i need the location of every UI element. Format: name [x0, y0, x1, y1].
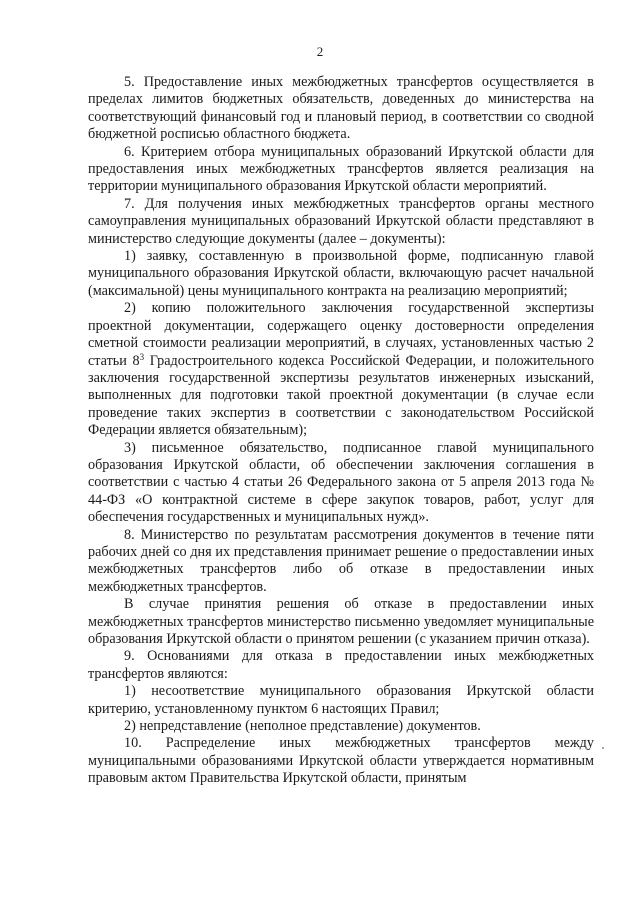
subitem-1-application: 1) заявку, составленную в произвольной форме, подписанную главой муниципального образования Иркутской области, включающую расчет начальной (максимальной) цены муниципального контракта на реализацию мероприятий;	[88, 248, 594, 299]
paragraph-item-7: 7. Для получения иных межбюджетных трансфертов органы местного самоуправления муниципальных образований Иркутской области представляют в министерство следующие документы (далее – документы):	[88, 195, 594, 247]
paragraph-refusal-notice: В случае принятия решения об отказе в предоставлении иных межбюджетных трансфертов министерство письменно уведомляет муниципальные образования Иркутской области о принятом решении (с указанием причин отказа).	[88, 596, 594, 647]
paragraph-item-10: 10. Распределение иных межбюджетных трансфертов между муниципальными образованиями Иркутской области утверждается нормативным правовым актом Правительства Иркутской области, принятым	[88, 735, 594, 787]
subitem-2-text-before: 2) копию положительного заключения государственной экспертизы проектной документации, содержащего оценку достоверности определения сметной стоимости реализации мероприятий, в случаях, установленных частью 2 статьи 8	[88, 300, 594, 369]
article-superscript: 3	[139, 351, 145, 362]
scan-speck	[602, 747, 604, 749]
page-number: 2	[316, 44, 324, 59]
subitem-2-expert-conclusion	[88, 300, 594, 439]
document-body	[88, 74, 594, 788]
subitem-9-1: 1) несоответствие муниципального образования Иркутской области критерию, установленному пунктом 6 настоящих Правил;	[88, 683, 594, 717]
subitem-9-2: 2) непредставление (неполное представление) документов.	[124, 718, 481, 735]
subitem-3-obligation: 3) письменное обязательство, подписанное главой муниципального образования Иркутской области, об обеспечении заключения соглашения в соответствии с частью 4 статьи 26 Федерального закона от 5 апреля 2013 года № 44-ФЗ «О контрактной системе в сфере закупок товаров, работ, услуг для обеспечения государственных и муниципальных нужд».	[88, 439, 594, 526]
paragraph-item-5: 5. Предоставление иных межбюджетных трансфертов осуществляется в пределах лимитов бюджетных обязательств, доведенных до министерства на соответствующий финансовый год и плановый период, в соответствии со сводной бюджетной росписью областного бюджета.	[88, 74, 594, 143]
paragraph-item-9: 9. Основаниями для отказа в предоставлении иных межбюджетных трансфертов являются:	[88, 648, 594, 682]
paragraph-item-8: 8. Министерство по результатам рассмотрения документов в течение пяти рабочих дней со дня их представления принимает решение о предоставлении иных межбюджетных трансфертов либо об отказе в предоставлении иных межбюджетных трансфертов.	[88, 526, 594, 595]
subitem-2-text-after: Градостроительного кодекса Российской Федерации, и положительного заключения государственной экспертизы результатов инженерных изысканий, выполненных для подготовки такой проектной документации (в случае если проведение таких экспертиз в соответствии с законодательством Российской Федерации является обязательным);	[88, 352, 594, 439]
paragraph-item-6: 6. Критерием отбора муниципальных образований Иркутской области для предоставления иных межбюджетных трансфертов является реализация на территории муниципального образования Иркутской области мероприятий.	[88, 143, 594, 195]
